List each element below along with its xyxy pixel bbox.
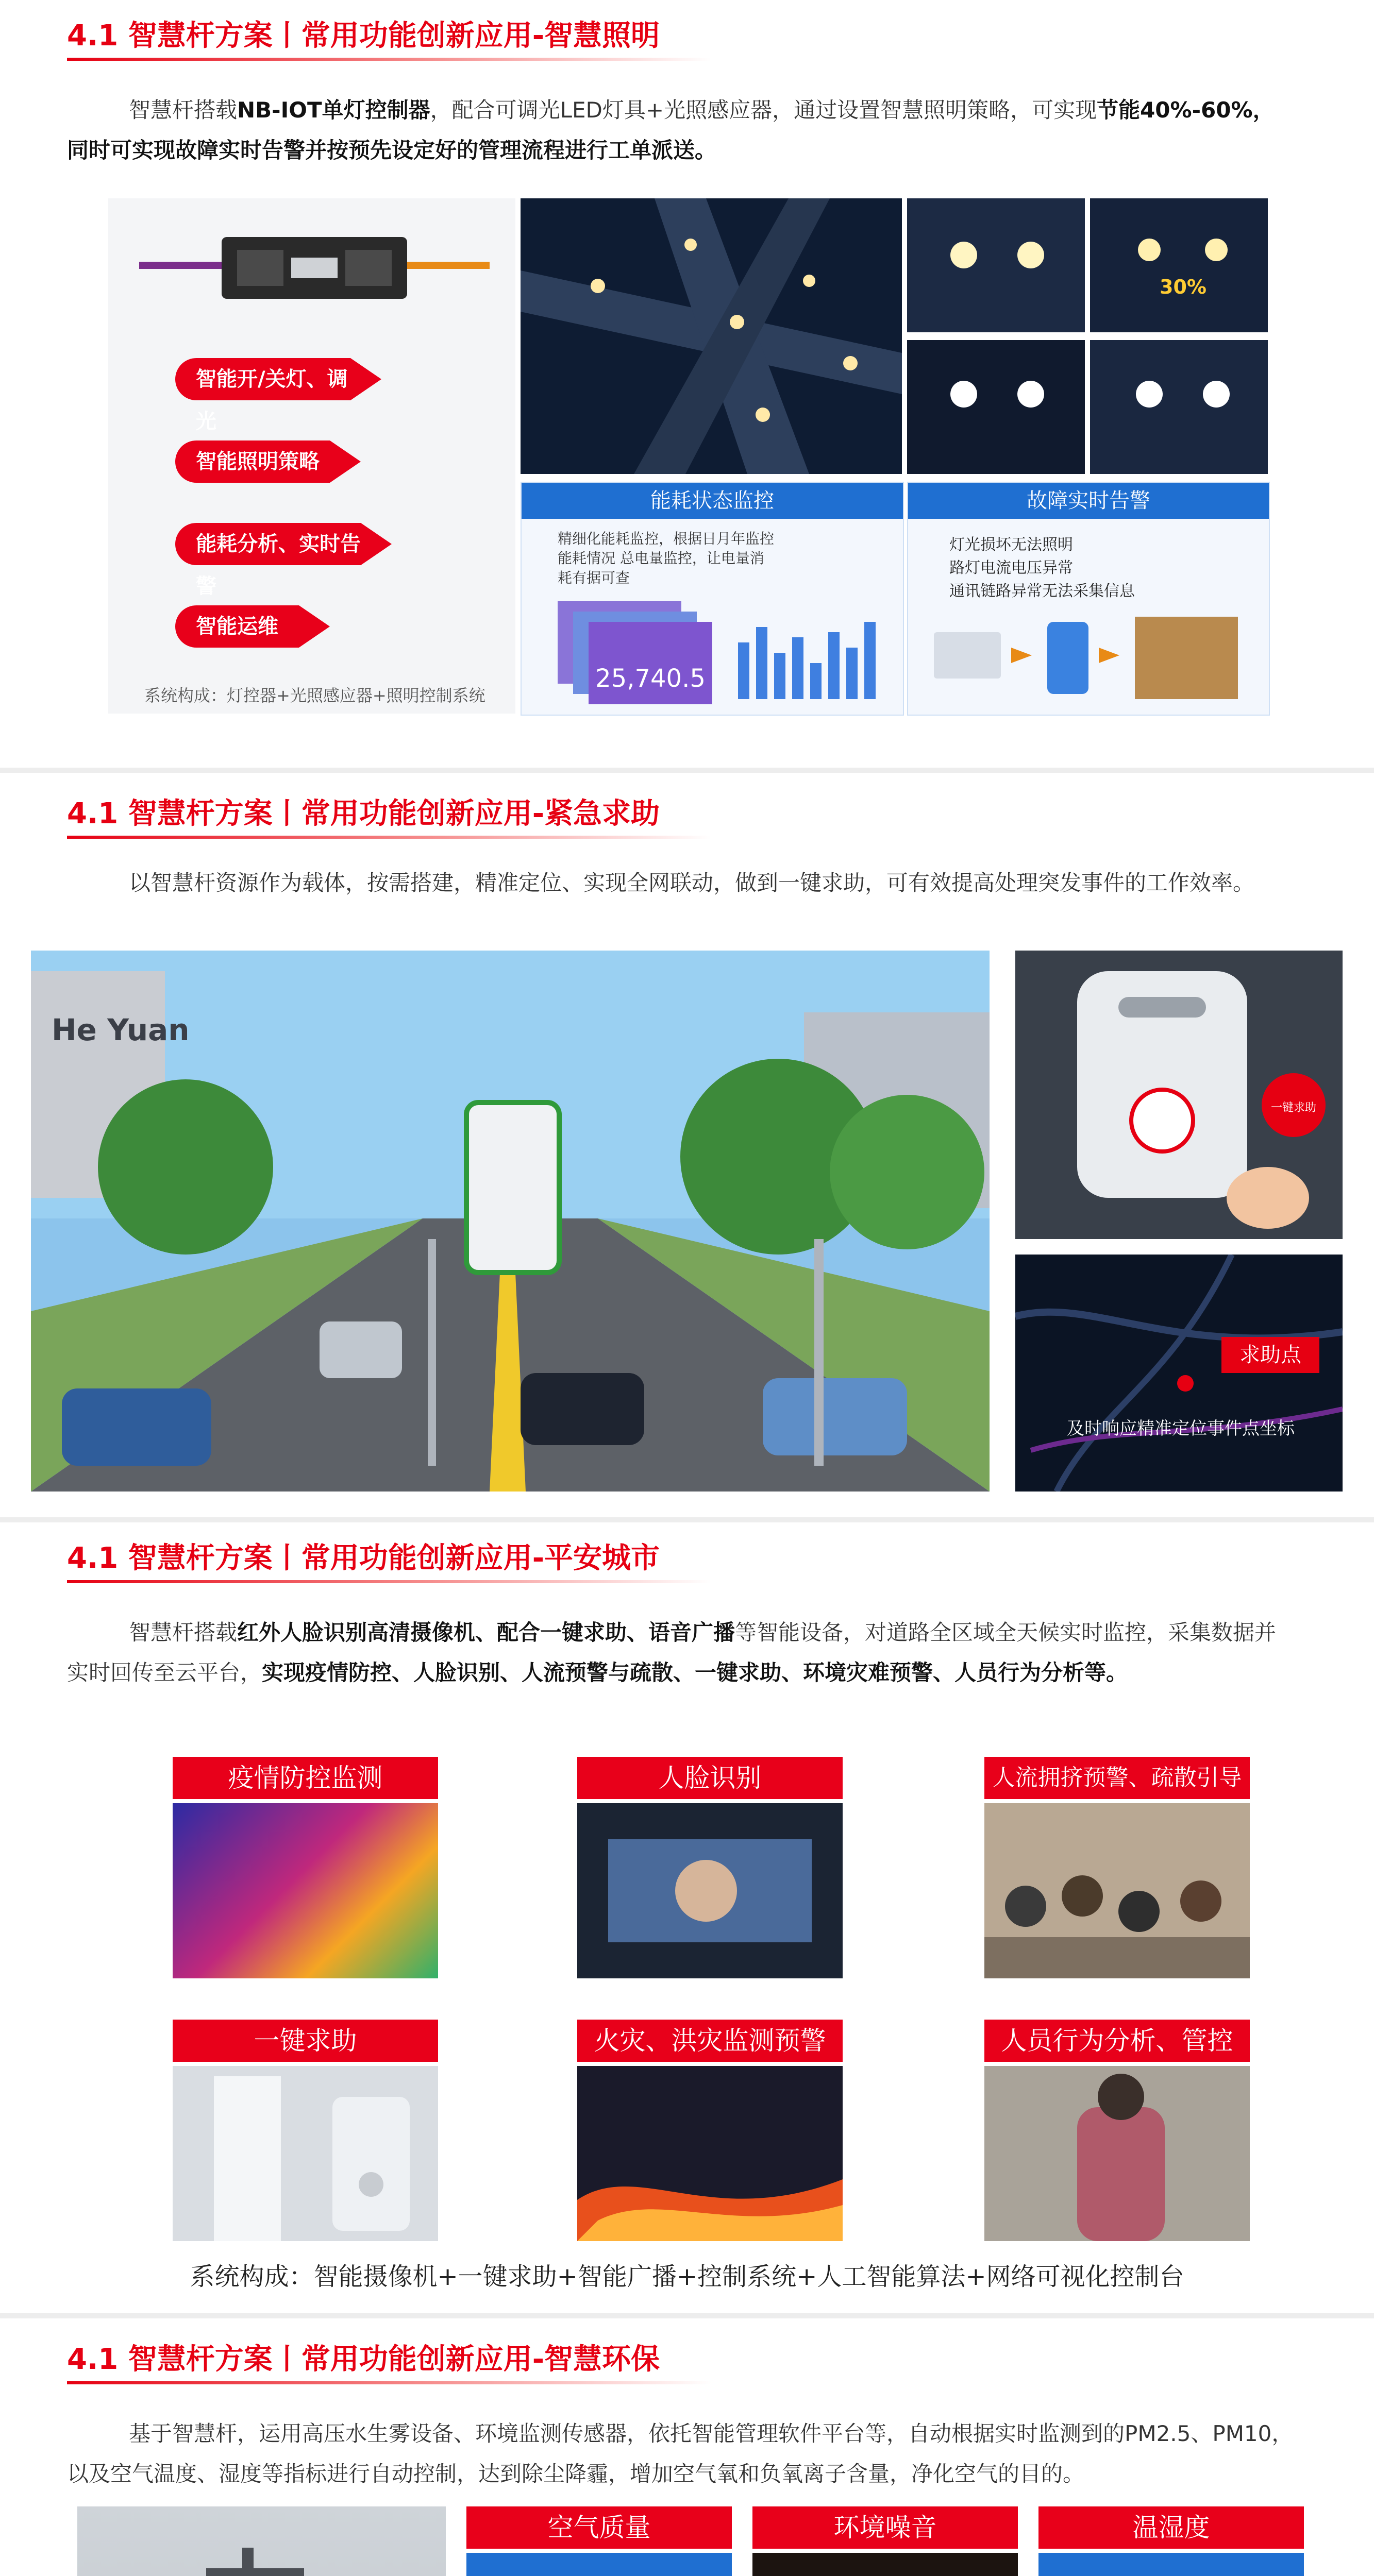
energy-monitor-title: 能耗状态监控	[522, 483, 903, 519]
fault-item: 通讯链路异常无法采集信息	[949, 582, 1135, 600]
saving-badge: 30%	[1160, 276, 1207, 298]
temperature-panel	[1038, 2553, 1304, 2576]
feature-label: 人脸识别	[577, 1757, 843, 1799]
face-recognition-image	[577, 1803, 843, 1978]
air-quality-panel	[466, 2553, 732, 2576]
controller-device-image	[108, 209, 515, 343]
fault-item: 灯光损坏无法照明	[949, 536, 1073, 554]
section-emergency-help	[0, 773, 1374, 1546]
energy-bar-image	[733, 612, 887, 699]
section-title: 4.1 智慧杆方案丨常用功能创新应用-智慧环保	[67, 2343, 660, 2376]
feature-pill: 智能运维	[175, 605, 299, 648]
controller-panel	[108, 198, 515, 714]
noise-night-image	[752, 2553, 1018, 2576]
fault-item: 路灯电流电压异常	[949, 559, 1073, 577]
feature-label: 疫情防控监测	[173, 1757, 438, 1799]
feature-pill: 智能开/关灯、调光	[175, 358, 350, 400]
crowd-image	[984, 1803, 1250, 1978]
feature-pill: 能耗分析、实时告警	[175, 523, 361, 565]
location-map	[1015, 1255, 1343, 1492]
section-smart-environment	[0, 2318, 1374, 2576]
street-scene-image	[31, 951, 990, 1492]
building-sign: He Yuan	[52, 1012, 190, 1047]
feature-label: 一键求助	[173, 2020, 438, 2062]
section-divider	[0, 2313, 1374, 2318]
section-title: 4.1 智慧杆方案丨常用功能创新应用-紧急求助	[67, 797, 660, 831]
help-button-closeup	[1015, 951, 1343, 1239]
map-caption: 及时响应精准定位事件点坐标	[1067, 1418, 1295, 1439]
help-device-callout	[464, 1100, 562, 1275]
help-pole-image	[173, 2066, 438, 2241]
feature-label: 人员行为分析、管控	[984, 2020, 1250, 2062]
energy-monitor-card	[521, 482, 904, 716]
street-light-grid	[907, 198, 1268, 474]
feature-pill: 智能照明策略	[175, 440, 330, 483]
section-paragraph: 以智慧杆资源作为载体，按需搭建，精准定位、实现全网联动，做到一键求助，可有效提高处理突发事件的工作效率。	[129, 870, 1255, 895]
thermal-camera-image	[173, 1803, 438, 1978]
section-smart-lighting	[0, 0, 1374, 747]
section-safe-city	[0, 1522, 1374, 2311]
section-divider	[0, 768, 1374, 773]
fault-alarm-card	[907, 482, 1270, 716]
feature-label: 火灾、洪灾监测预警	[577, 2020, 843, 2062]
section-paragraph: 智慧杆搭载NB-IOT单灯控制器，配合可调光LED灯具+光照感应器，通过设置智慧照明策略，可实现节能40%-60%，同时可实现故障实时告警并按预先设定好的管理流程进行工单派送。	[67, 97, 1275, 163]
section-title: 4.1 智慧杆方案丨常用功能创新应用-智慧照明	[67, 19, 660, 53]
section-paragraph: 基于智慧杆，运用高压水生雾设备、环境监测传感器，依托智能管理软件平台等，自动根据实时监测到的PM2.5、PM10，以及空气温度、湿度等指标进行自动控制，达到除尘降霾，增加空气氧和负氧离子含量，净化空气的目的。	[67, 2421, 1294, 2486]
behavior-analysis-image	[984, 2066, 1250, 2241]
title-underline	[67, 58, 711, 61]
section-paragraph: 智慧杆搭载红外人脸识别高清摄像机、配合一键求助、语音广播等智能设备，对道路全区域全天候实时监控，采集数据并实时回传至云平台，实现疫情防控、人脸识别、人流预警与疏散、一键求助、环境灾难预警、人员行为分析等。	[67, 1620, 1277, 1685]
feature-label: 人流拥挤预警、疏散引导	[984, 1757, 1250, 1799]
fault-alarm-title: 故障实时告警	[908, 483, 1269, 519]
smart-pole-photo	[77, 2506, 446, 2576]
feature-label: 空气质量	[466, 2506, 732, 2549]
energy-monitor-desc: 精细化能耗监控，根据日月年监控能耗情况 总电量监控，让电量消耗有据可查	[558, 530, 775, 586]
help-button-label: 一键求助	[1270, 1101, 1316, 1114]
title-underline	[67, 836, 711, 839]
aerial-night-road-image	[521, 198, 902, 474]
feature-label: 温湿度	[1038, 2506, 1304, 2549]
system-note: 系统构成：灯控器+光照感应器+照明控制系统	[144, 686, 485, 705]
fault-flow-image	[908, 606, 1269, 709]
title-underline	[67, 1580, 711, 1583]
fire-flood-image	[577, 2066, 843, 2241]
system-caption: 系统构成：智能摄像机+一键求助+智能广播+控制系统+人工智能算法+网络可视化控制台	[190, 2262, 1184, 2291]
section-title: 4.1 智慧杆方案丨常用功能创新应用-平安城市	[67, 1541, 660, 1575]
energy-value: 25,740.5	[589, 622, 712, 704]
section-divider	[0, 1517, 1374, 1522]
help-point-label: 求助点	[1221, 1337, 1319, 1373]
title-underline	[67, 2381, 711, 2384]
feature-label: 环境噪音	[752, 2506, 1018, 2549]
